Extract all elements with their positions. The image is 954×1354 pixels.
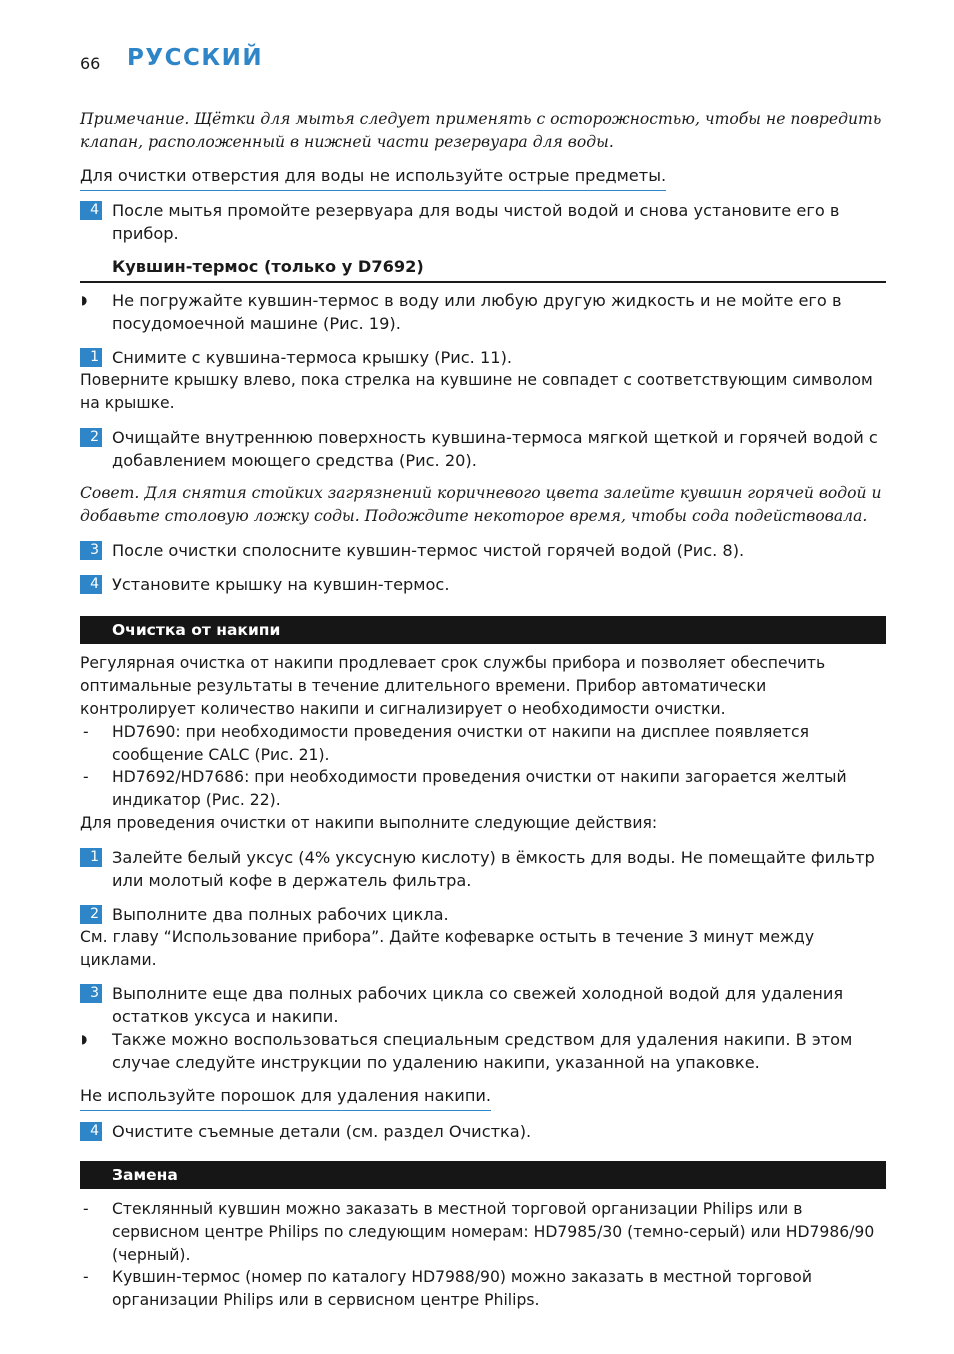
bullet-descaling-agent — [80, 1028, 886, 1074]
dash-icon: - — [83, 1200, 89, 1218]
descaling-step-2-detail: См. главу “Использование прибора”. Дайте кофеварке остыть в течение 3 минут между циклами. — [80, 928, 815, 969]
thermos-step-4 — [80, 573, 886, 596]
dash-text: HD7692/HD7686: при необходимости проведения очистки от накипи загорается желтый индикатор (Рис. 22). — [112, 768, 847, 809]
descaling-step-4 — [80, 1120, 886, 1143]
step-text: После мытья промойте резервуара для воды чистой водой и снова установите его в прибор. — [112, 201, 840, 243]
descaling-intro: Регулярная очистка от накипи продлевает срок службы прибора и позволяет обеспечить оптимальные результаты в течение длительного времени. Прибор автоматически контролирует количество накипи и сигнализирует о необходимости очистки. — [80, 654, 826, 718]
bullet-icon: ◗ — [81, 1032, 88, 1046]
step-number: 3 — [80, 541, 102, 560]
step-text: Залейте белый уксус (4% уксусную кислоту) в ёмкость для воды. Не помещайте фильтр или молотый кофе в держатель фильтра. — [112, 848, 875, 890]
tip-soda: Совет. Для снятия стойких загрязнений коричневого цвета залейте кувшин горячей водой и добавьте столовую ложку соды. Подождите некоторое время, чтобы сода подействовала. — [80, 484, 882, 525]
replacement-heading: Замена — [80, 1161, 886, 1189]
step-number: 1 — [80, 348, 102, 367]
descaling-step-3 — [80, 982, 886, 1028]
step-text: Выполните два полных рабочих цикла. — [112, 905, 449, 924]
descaling-step-2 — [80, 903, 886, 926]
bullet-text: Также можно воспользоваться специальным средством для удаления накипи. В этом случае следуйте инструкции по удалению накипи, указанной на упаковке. — [112, 1030, 853, 1072]
step-text: Очищайте внутреннюю поверхность кувшина-термоса мягкой щеткой и горячей водой с добавлением моющего средства (Рис. 20). — [112, 428, 878, 470]
step-number: 4 — [80, 201, 102, 220]
note-brushes: Примечание. Щётки для мытья следует применять с осторожностью, чтобы не повредить клапан, расположенный в нижней части резервуара для воды. — [80, 110, 882, 151]
step-number: 2 — [80, 905, 102, 924]
bullet-text: Не погружайте кувшин-термос в воду или любую другую жидкость и не мойте его в посудомоечной машине (Рис. 19). — [112, 291, 842, 333]
step-number: 2 — [80, 428, 102, 447]
dash-icon: - — [83, 1268, 89, 1286]
dash-text: Кувшин-термос (номер по каталогу HD7988/90) можно заказать в местной торговой организации Philips или в сервисном центре Philips. — [112, 1268, 812, 1309]
dash-icon: - — [83, 768, 89, 786]
dash-icon: - — [83, 723, 89, 741]
page-language-title: РУССКИЙ — [127, 45, 264, 71]
descaling-heading: Очистка от накипи — [80, 616, 886, 644]
step-number: 4 — [80, 1122, 102, 1141]
thermos-step-1 — [80, 346, 886, 369]
dash-item-hd7690 — [80, 721, 886, 767]
warning-sharp-objects: Для очистки отверстия для воды не используйте острые предметы. — [80, 164, 666, 191]
thermos-heading: Кувшин-термос (только у D7692) — [80, 255, 886, 283]
dash-item-glass-jug — [80, 1198, 886, 1267]
step-number: 1 — [80, 848, 102, 867]
descaling-step-1 — [80, 846, 886, 892]
warning-no-powder: Не используйте порошок для удаления накипи. — [80, 1084, 491, 1111]
page-number: 66 — [80, 54, 101, 73]
descaling-lead: Для проведения очистки от накипи выполните следующие действия: — [80, 814, 658, 832]
bullet-icon: ◗ — [81, 293, 88, 307]
dash-text: Стеклянный кувшин можно заказать в местной торговой организации Philips или в сервисном центре Philips по следующим номерам: HD7985/30 (темно-серый) или HD7986/90 (черный). — [112, 1200, 875, 1264]
step-text: Снимите с кувшина-термоса крышку (Рис. 11). — [112, 348, 513, 367]
step-rinse-reservoir — [80, 199, 886, 245]
bullet-no-dip — [80, 289, 886, 335]
thermos-step-3 — [80, 539, 886, 562]
step-text: После очистки сполосните кувшин-термос чистой горячей водой (Рис. 8). — [112, 541, 745, 560]
step-text: Установите крышку на кувшин-термос. — [112, 575, 450, 594]
dash-item-thermos — [80, 1266, 886, 1312]
step-text: Выполните еще два полных рабочих цикла со свежей холодной водой для удаления остатков уксуса и накипи. — [112, 984, 844, 1026]
step-number: 4 — [80, 575, 102, 594]
thermos-step-1-detail: Поверните крышку влево, пока стрелка на кувшине не совпадет с соответствующим символом на крышке. — [80, 371, 873, 412]
dash-item-hd7692 — [80, 766, 886, 812]
step-text: Очистите съемные детали (см. раздел Очистка). — [112, 1122, 532, 1141]
dash-text: HD7690: при необходимости проведения очистки от накипи на дисплее появляется сообщение CALC (Рис. 21). — [112, 723, 809, 764]
thermos-step-2 — [80, 426, 886, 472]
step-number: 3 — [80, 984, 102, 1003]
